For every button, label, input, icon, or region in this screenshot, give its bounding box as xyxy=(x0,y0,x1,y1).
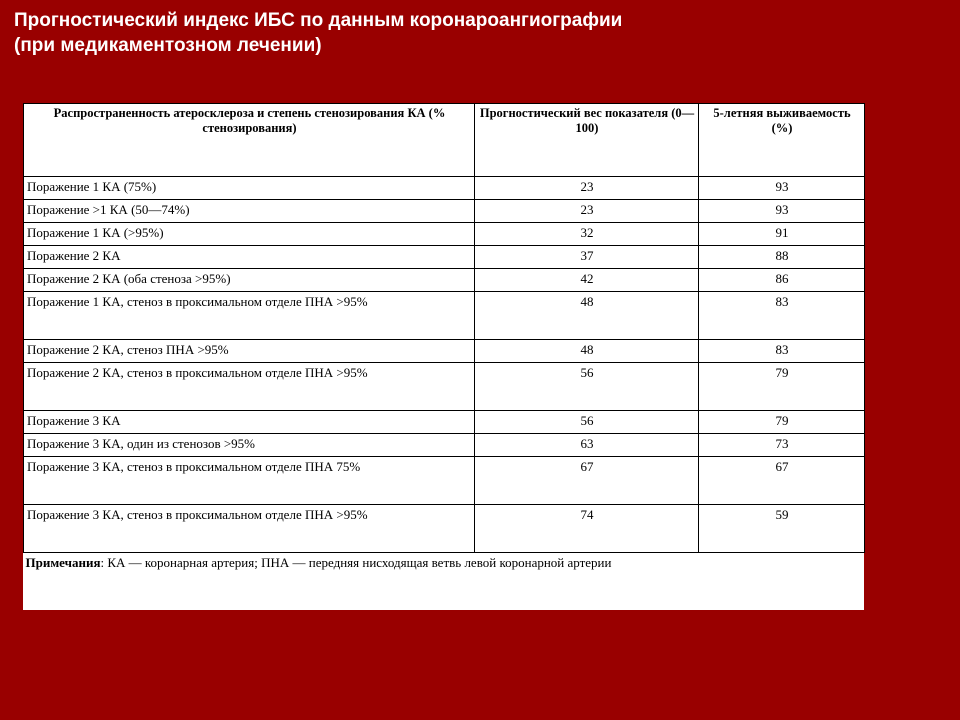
lesion-cell: Поражение 3 КА, стеноз в проксимальном отделе ПНА >95% xyxy=(24,505,475,553)
header-lesion: Распространенность атеросклероза и степень стенозирования КА (% стенозирования) xyxy=(24,104,475,177)
weight-cell: 48 xyxy=(475,292,699,340)
survival-cell: 88 xyxy=(699,246,865,269)
weight-cell: 56 xyxy=(475,411,699,434)
lesion-cell: Поражение 1 КА (75%) xyxy=(24,177,475,200)
survival-cell: 83 xyxy=(699,340,865,363)
weight-cell: 48 xyxy=(475,340,699,363)
lesion-cell: Поражение 2 КА xyxy=(24,246,475,269)
notes-cell xyxy=(24,553,865,598)
table-row xyxy=(24,457,865,505)
weight-cell: 63 xyxy=(475,434,699,457)
survival-cell: 67 xyxy=(699,457,865,505)
prognosis-table-container xyxy=(23,103,864,610)
table-row xyxy=(24,340,865,363)
weight-cell: 56 xyxy=(475,363,699,411)
survival-cell: 79 xyxy=(699,411,865,434)
survival-cell: 79 xyxy=(699,363,865,411)
header-survival: 5-летняя выживаемость (%) xyxy=(699,104,865,177)
lesion-cell: Поражение 3 КА xyxy=(24,411,475,434)
survival-cell: 73 xyxy=(699,434,865,457)
weight-cell: 67 xyxy=(475,457,699,505)
weight-cell: 32 xyxy=(475,223,699,246)
table-row xyxy=(24,269,865,292)
weight-cell: 23 xyxy=(475,177,699,200)
title-line-2: (при медикаментозном лечении) xyxy=(14,35,322,56)
lesion-cell: Поражение 3 КА, стеноз в проксимальном отделе ПНА 75% xyxy=(24,457,475,505)
table-row xyxy=(24,177,865,200)
table-row xyxy=(24,292,865,340)
header-weight: Прогностический вес показателя (0—100) xyxy=(475,104,699,177)
weight-cell: 37 xyxy=(475,246,699,269)
survival-cell: 93 xyxy=(699,200,865,223)
weight-cell: 42 xyxy=(475,269,699,292)
lesion-cell: Поражение 3 КА, один из стенозов >95% xyxy=(24,434,475,457)
lesion-cell: Поражение >1 КА (50—74%) xyxy=(24,200,475,223)
title-line-1: Прогностический индекс ИБС по данным коронароангиографии xyxy=(14,10,623,31)
table-row xyxy=(24,505,865,553)
weight-cell: 74 xyxy=(475,505,699,553)
survival-cell: 93 xyxy=(699,177,865,200)
weight-cell: 23 xyxy=(475,200,699,223)
survival-cell: 91 xyxy=(699,223,865,246)
table-row xyxy=(24,200,865,223)
survival-cell: 59 xyxy=(699,505,865,553)
lesion-cell: Поражение 1 КА, стеноз в проксимальном отделе ПНА >95% xyxy=(24,292,475,340)
table-row xyxy=(24,363,865,411)
survival-cell: 83 xyxy=(699,292,865,340)
prognosis-table xyxy=(23,103,865,597)
notes-text: : КА — коронарная артерия; ПНА — передняя нисходящая ветвь левой коронарной артерии xyxy=(100,555,612,570)
notes-row xyxy=(24,553,865,598)
table-row xyxy=(24,223,865,246)
slide-title xyxy=(14,8,944,58)
survival-cell: 86 xyxy=(699,269,865,292)
lesion-cell: Поражение 2 КА (оба стеноза >95%) xyxy=(24,269,475,292)
lesion-cell: Поражение 2 КА, стеноз ПНА >95% xyxy=(24,340,475,363)
lesion-cell: Поражение 1 КА (>95%) xyxy=(24,223,475,246)
table-row xyxy=(24,434,865,457)
table-row xyxy=(24,411,865,434)
table-header-row xyxy=(24,104,865,177)
notes-label: Примечания xyxy=(25,555,101,570)
table-row xyxy=(24,246,865,269)
lesion-cell: Поражение 2 КА, стеноз в проксимальном отделе ПНА >95% xyxy=(24,363,475,411)
